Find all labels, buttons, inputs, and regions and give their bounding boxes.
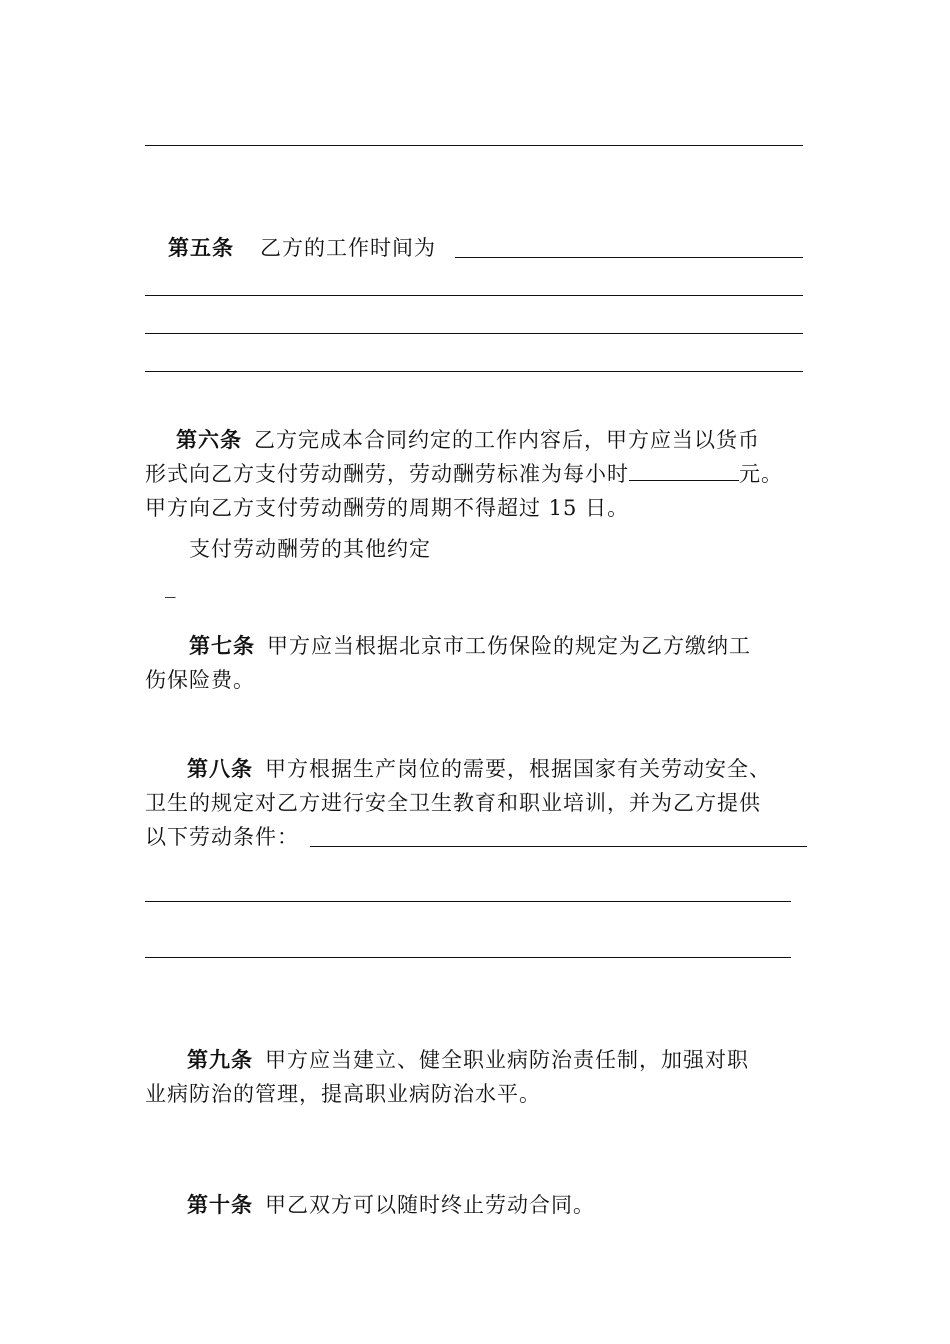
article-6-line-3	[145, 494, 629, 522]
article-8-line-2	[145, 789, 761, 817]
article-8-heading: 第八条	[187, 756, 253, 781]
article-8-text: 以下劳动条件：	[145, 825, 299, 849]
hourly-rate-blank[interactable]	[629, 460, 739, 481]
article-5-heading: 第五条	[168, 235, 234, 260]
article-6-dash	[165, 572, 177, 600]
other-agreement-label: 支付劳动酬劳的其他约定	[189, 537, 431, 561]
fill-in-line	[145, 333, 803, 334]
article-5-line-1	[168, 234, 436, 262]
fill-in-line	[310, 846, 807, 847]
article-6-line-1	[176, 426, 760, 454]
article-8-text: 甲方根据生产岗位的需要，根据国家有关劳动安全、	[265, 757, 771, 781]
fill-in-line	[145, 901, 791, 902]
article-6-text: 乙方完成本合同约定的工作内容后，甲方应当以货币	[254, 428, 760, 452]
article-9-text: 业病防治的管理，提高职业病防治水平。	[145, 1082, 541, 1106]
article-6-text: 甲方向乙方支付劳动酬劳的周期不得超过 15 日。	[145, 496, 630, 520]
article-7-text: 伤保险费。	[145, 668, 255, 692]
article-10-line-1	[187, 1191, 595, 1219]
article-10-text: 甲乙双方可以随时终止劳动合同。	[265, 1193, 595, 1217]
article-10-heading: 第十条	[187, 1192, 253, 1217]
fill-in-line	[145, 371, 803, 372]
article-6-heading: 第六条	[176, 427, 242, 452]
article-9-line-1	[187, 1046, 749, 1074]
fill-in-line	[455, 257, 803, 258]
article-9-heading: 第九条	[187, 1047, 253, 1072]
article-7-heading: 第七条	[189, 633, 255, 658]
article-8-line-1	[187, 755, 771, 783]
article-8-text: 卫生的规定对乙方进行安全卫生教育和职业培训，并为乙方提供	[145, 791, 761, 815]
article-6-line-2	[145, 460, 783, 488]
article-6-unit: 元。	[739, 462, 783, 486]
article-7-text: 甲方应当根据北京市工伤保险的规定为乙方缴纳工	[267, 634, 751, 658]
fill-in-line	[145, 957, 791, 958]
dash-mark: _	[165, 574, 177, 598]
fill-in-line	[145, 295, 803, 296]
article-7-line-2	[145, 666, 255, 694]
article-5-text: 乙方的工作时间为	[260, 236, 436, 260]
article-9-text: 甲方应当建立、健全职业病防治责任制，加强对职	[265, 1048, 749, 1072]
article-6-other	[189, 535, 431, 563]
article-9-line-2	[145, 1080, 541, 1108]
blank-line	[145, 145, 803, 146]
article-8-line-3	[145, 823, 299, 851]
article-6-text: 形式向乙方支付劳动酬劳，劳动酬劳标准为每小时	[145, 462, 629, 486]
article-7-line-1	[189, 632, 751, 660]
